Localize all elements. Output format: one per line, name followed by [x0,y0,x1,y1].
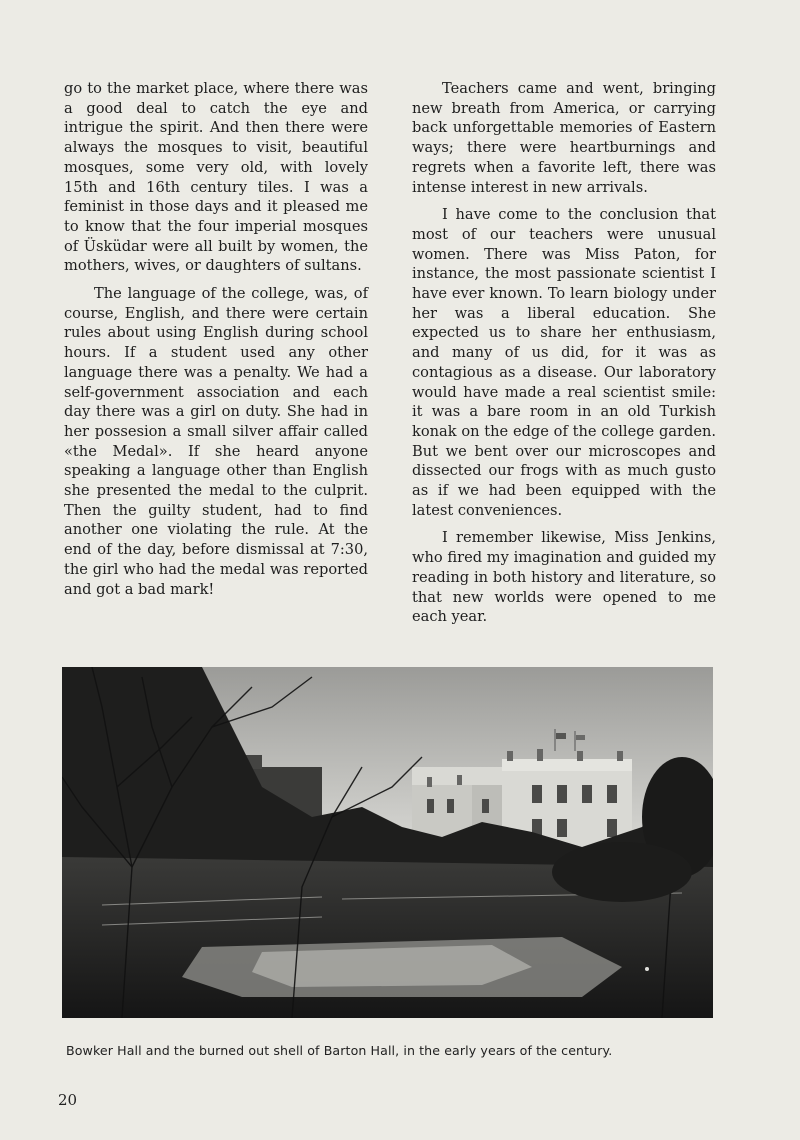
right-column [412,79,716,627]
paragraph: I remember likewise, Miss Jenkins, who fired my imagination and guided my reading in both history and literature, so that new worlds were opened to me each year. [412,529,716,626]
paragraph: go to the market place, where there was a good deal to catch the eye and intrigue the spirit. And then there were always the mosques to visit, beautiful mosques, some very old, with lovely 15th and 16th century tiles. I was a feminist in those days and it pleased me to know that the four imperial mosques of Üsküdar were all built by women, the mothers, wives, or daughters of sultans. [64,80,368,275]
campus-photo [62,667,713,1018]
paragraph: Teachers came and went, bringing new breath from America, or carrying back unforgettable memories of Eastern ways; there were heartburnings and regrets when a favorite left, there was intense interest in new arrivals. [412,80,716,196]
paragraph: The language of the college, was, of course, English, and there were certain rules about using English during school hours. If a student used any other language there was a penalty. We had a self-government association and each day there was a girl on duty. She had in her possesion a small silver affair called «the Medal». If she heard anyone speaking a language other than English she presented the medal to the culprit. Then the guilty student, had to find another one violating the rule. At the end of the day, before dismissal at 7:30, the girl who had the medal was reported and got a bad mark! [64,285,368,598]
paragraph: I have come to the conclusion that most of our teachers were unusual women. There was Miss Paton, for instance, the most passionate scientist I have ever known. To learn biology under her was a liberal education. She expected us to share her enthusiasm, and many of us did, for it was as contagious as a disease. Our laboratory would have made a real scientist smile: it was a bare room in an old Turkish konak on the edge of the college garden. But we bent over our microscopes and dissected our frogs with as much gusto as if we had been equipped with the latest conveniences. [412,206,716,519]
photo-caption: Bowker Hall and the burned out shell of Barton Hall, in the early years of the century. [66,1043,613,1058]
left-column [64,79,368,599]
page-number: 20 [58,1091,78,1109]
